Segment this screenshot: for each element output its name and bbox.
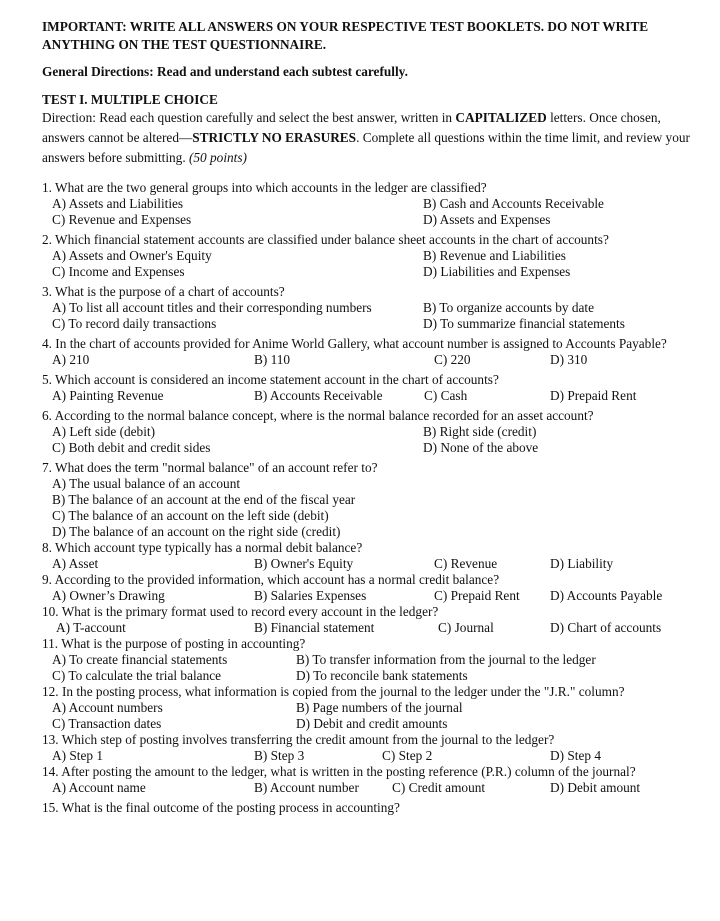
option-b: B) Account number xyxy=(254,780,359,795)
option-a: A) Asset xyxy=(52,556,99,571)
question-6 xyxy=(42,408,692,456)
question-stem: 6. According to the normal balance concept, where is the normal balance recorded for an asset account? xyxy=(42,408,594,423)
question-stem: 15. What is the final outcome of the posting process in accounting? xyxy=(42,800,400,815)
question-13 xyxy=(42,732,692,764)
option-c: C) Credit amount xyxy=(392,780,486,795)
question-stem: 4. In the chart of accounts provided for Anime World Gallery, what account number is assigned to Accounts Payable? xyxy=(42,336,667,351)
option-d: D) Liability xyxy=(550,556,614,571)
question-stem: 7. What does the term "normal balance" of an account refer to? xyxy=(42,460,378,475)
option-d: D) Accounts Payable xyxy=(550,588,663,603)
question-stem: 5. Which account is considered an income statement account in the chart of accounts? xyxy=(42,372,499,387)
question-11 xyxy=(42,636,692,684)
option-b: B) Page numbers of the journal xyxy=(296,700,463,715)
option-b: B) To organize accounts by date xyxy=(423,300,595,315)
option-d: D) The balance of an account on the right side (credit) xyxy=(52,524,341,539)
option-c: C) Both debit and credit sides xyxy=(52,440,211,455)
question-stem: 10. What is the primary format used to record every account in the ledger? xyxy=(42,604,439,619)
option-b: B) Owner's Equity xyxy=(254,556,354,571)
question-3 xyxy=(42,284,692,332)
question-5 xyxy=(42,372,692,404)
test-direction: Direction: Read each question carefully and select the best answer, written in CAPITALIZED letters. Once chosen, answers cannot be altered—STRICTLY NO ERASURES. Complete all questions within the time limit, and review your answers before submitting. (50 points) xyxy=(42,110,690,165)
option-a: A) Assets and Liabilities xyxy=(52,196,184,211)
option-c: C) 220 xyxy=(434,352,471,367)
option-c: C) Cash xyxy=(424,388,468,403)
option-a: A) Left side (debit) xyxy=(52,424,156,439)
option-c: C) Journal xyxy=(438,620,494,635)
option-a: A) Account name xyxy=(52,780,146,795)
option-b: B) To transfer information from the journal to the ledger xyxy=(296,652,596,667)
option-d: D) Chart of accounts xyxy=(550,620,662,635)
option-c: C) The balance of an account on the left side (debit) xyxy=(52,508,329,523)
option-a: A) Step 1 xyxy=(52,748,103,763)
question-list xyxy=(42,180,692,816)
option-a: A) 210 xyxy=(52,352,90,367)
question-4 xyxy=(42,336,692,368)
question-stem: 13. Which step of posting involves transferring the credit amount from the journal to the ledger? xyxy=(42,732,555,747)
option-c: C) Revenue xyxy=(434,556,498,571)
question-stem: 1. What are the two general groups into which accounts in the ledger are classified? xyxy=(42,180,487,195)
question-stem: 8. Which account type typically has a normal debit balance? xyxy=(42,540,363,555)
important-notice: IMPORTANT: WRITE ALL ANSWERS ON YOUR RESPECTIVE TEST BOOKLETS. DO NOT WRITE ANYTHING ON THE TEST QUESTIONNAIRE. xyxy=(42,19,649,52)
option-a: A) To list all account titles and their corresponding numbers xyxy=(52,300,372,315)
option-b: B) 110 xyxy=(254,352,291,367)
question-9 xyxy=(42,572,692,604)
question-stem: 3. What is the purpose of a chart of accounts? xyxy=(42,284,285,299)
question-stem: 14. After posting the amount to the ledger, what is written in the posting reference (P.R.) column of the journal? xyxy=(42,764,636,779)
option-b: B) Salaries Expenses xyxy=(254,588,367,603)
option-c: C) Income and Expenses xyxy=(52,264,185,279)
option-a: A) T-account xyxy=(56,620,126,635)
option-b: B) Cash and Accounts Receivable xyxy=(423,196,604,211)
option-c: C) Transaction dates xyxy=(52,716,162,731)
question-15 xyxy=(42,800,692,816)
option-d: D) None of the above xyxy=(423,440,539,455)
option-b: B) Step 3 xyxy=(254,748,305,763)
option-a: A) Assets and Owner's Equity xyxy=(52,248,212,263)
option-b: B) Accounts Receivable xyxy=(254,388,383,403)
question-10 xyxy=(42,604,692,636)
question-2 xyxy=(42,232,692,280)
option-b: B) Right side (credit) xyxy=(423,424,537,439)
option-c: C) Step 2 xyxy=(382,748,433,763)
option-c: C) Revenue and Expenses xyxy=(52,212,192,227)
question-14 xyxy=(42,764,692,796)
option-d: D) Debit amount xyxy=(550,780,641,795)
option-d: D) Prepaid Rent xyxy=(550,388,637,403)
general-directions: General Directions: Read and understand each subtest carefully. xyxy=(42,64,408,79)
question-stem: 2. Which financial statement accounts are classified under balance sheet accounts in the chart of accounts? xyxy=(42,232,609,247)
question-12 xyxy=(42,684,692,732)
test-title: TEST I. MULTIPLE CHOICE xyxy=(42,92,218,107)
option-a: A) Owner’s Drawing xyxy=(52,588,165,603)
question-1 xyxy=(42,180,692,228)
option-b: B) The balance of an account at the end of the fiscal year xyxy=(52,492,356,507)
option-d: D) Step 4 xyxy=(550,748,601,763)
option-c: C) Prepaid Rent xyxy=(434,588,520,603)
option-d: D) To reconcile bank statements xyxy=(296,668,468,683)
option-b: B) Financial statement xyxy=(254,620,375,635)
option-a: A) Painting Revenue xyxy=(52,388,164,403)
option-a: A) To create financial statements xyxy=(52,652,228,667)
question-stem: 12. In the posting process, what information is copied from the journal to the ledger under the "J.R." column? xyxy=(42,684,625,699)
questionnaire-page xyxy=(42,18,692,820)
option-b: B) Revenue and Liabilities xyxy=(423,248,566,263)
question-stem: 9. According to the provided information, which account has a normal credit balance? xyxy=(42,572,500,587)
option-a: A) Account numbers xyxy=(52,700,163,715)
question-7 xyxy=(42,460,692,540)
option-d: D) Liabilities and Expenses xyxy=(423,264,571,279)
option-d: D) To summarize financial statements xyxy=(423,316,625,331)
question-stem: 11. What is the purpose of posting in accounting? xyxy=(42,636,306,651)
option-d: D) Assets and Expenses xyxy=(423,212,551,227)
question-8 xyxy=(42,540,692,572)
option-d: D) Debit and credit amounts xyxy=(296,716,448,731)
option-a: A) The usual balance of an account xyxy=(52,476,241,491)
option-c: C) To record daily transactions xyxy=(52,316,217,331)
option-c: C) To calculate the trial balance xyxy=(52,668,222,683)
option-d: D) 310 xyxy=(550,352,588,367)
